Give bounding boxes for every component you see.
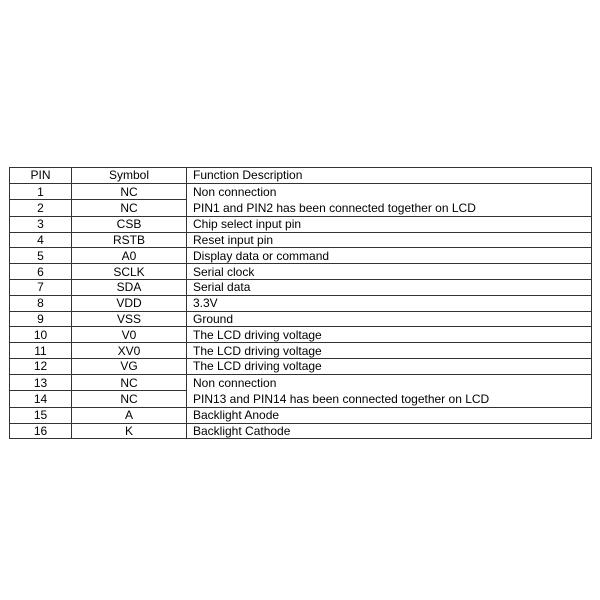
pin-cell: 3	[10, 216, 72, 232]
header-pin: PIN	[10, 168, 72, 184]
table-row	[10, 183, 592, 200]
function-cell: The LCD driving voltage	[187, 327, 592, 343]
symbol-cell: VDD	[72, 295, 187, 311]
symbol-cell: NC	[72, 183, 187, 200]
pin-cell: 10	[10, 327, 72, 343]
table-row	[10, 343, 592, 359]
function-cell: The LCD driving voltage	[187, 358, 592, 374]
pin-cell: 7	[10, 279, 72, 295]
function-cell: Serial clock	[187, 264, 592, 280]
table-row	[10, 423, 592, 439]
pin-cell: 4	[10, 232, 72, 248]
table-row	[10, 295, 592, 311]
table-row	[10, 374, 592, 391]
pin-cell: 15	[10, 407, 72, 423]
symbol-cell: RSTB	[72, 232, 187, 248]
table-row	[10, 248, 592, 264]
function-cell: 3.3V	[187, 295, 592, 311]
symbol-cell: VG	[72, 358, 187, 374]
symbol-cell: VSS	[72, 311, 187, 327]
pin-cell: 5	[10, 248, 72, 264]
pin-cell: 13	[10, 374, 72, 391]
pin-cell: 11	[10, 343, 72, 359]
header-function: Function Description	[187, 168, 592, 184]
function-cell: Reset input pin	[187, 232, 592, 248]
table-row	[10, 358, 592, 374]
symbol-cell: CSB	[72, 216, 187, 232]
table-row	[10, 216, 592, 232]
symbol-cell: NC	[72, 374, 187, 391]
function-line: PIN13 and PIN14 has been connected together on LCD	[193, 391, 490, 406]
symbol-cell: NC	[72, 391, 187, 408]
function-line: PIN1 and PIN2 has been connected together on LCD	[193, 200, 476, 215]
table-row	[10, 407, 592, 423]
pin-cell: 9	[10, 311, 72, 327]
table-row	[10, 311, 592, 327]
symbol-cell: SDA	[72, 279, 187, 295]
table-row	[10, 264, 592, 280]
symbol-cell: A	[72, 407, 187, 423]
pin-cell: 12	[10, 358, 72, 374]
symbol-cell: A0	[72, 248, 187, 264]
table-row	[10, 327, 592, 343]
pin-cell: 2	[10, 200, 72, 217]
function-cell: Serial data	[187, 279, 592, 295]
pin-cell: 1	[10, 183, 72, 200]
table-row	[10, 279, 592, 295]
function-cell: Chip select input pin	[187, 216, 592, 232]
symbol-cell: XV0	[72, 343, 187, 359]
pin-cell: 14	[10, 391, 72, 408]
function-cell-merged	[187, 183, 592, 216]
function-cell: Ground	[187, 311, 592, 327]
pin-cell: 6	[10, 264, 72, 280]
pin-cell: 16	[10, 423, 72, 439]
table-header-row	[10, 168, 592, 184]
function-cell: Backlight Anode	[187, 407, 592, 423]
symbol-cell: K	[72, 423, 187, 439]
symbol-cell: V0	[72, 327, 187, 343]
function-cell: The LCD driving voltage	[187, 343, 592, 359]
function-line: Non connection	[193, 375, 277, 390]
function-cell-merged	[187, 374, 592, 407]
function-cell: Backlight Cathode	[187, 423, 592, 439]
symbol-cell: SCLK	[72, 264, 187, 280]
pin-cell: 8	[10, 295, 72, 311]
header-symbol: Symbol	[72, 168, 187, 184]
function-cell: Display data or command	[187, 248, 592, 264]
function-line: Non connection	[193, 184, 277, 199]
pin-description-table	[9, 167, 592, 439]
table-row	[10, 232, 592, 248]
symbol-cell: NC	[72, 200, 187, 217]
